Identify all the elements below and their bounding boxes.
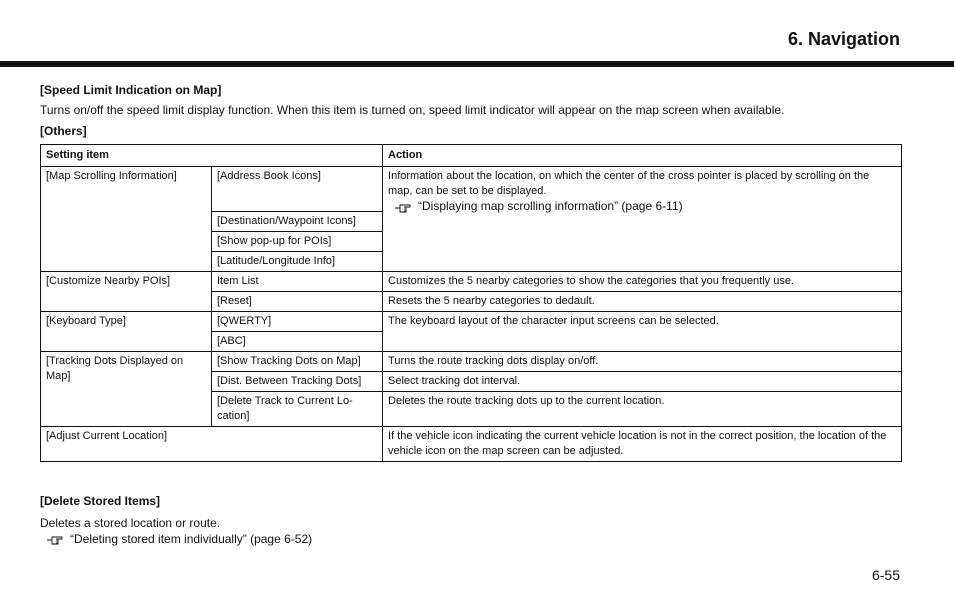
reset-item: [Reset] bbox=[212, 292, 383, 312]
keyboard-type-label: [Keyboard Type] bbox=[41, 312, 212, 352]
speed-limit-heading: [Speed Limit Indication on Map] bbox=[40, 83, 222, 97]
delete-stored-text: Deletes a stored location or route. bbox=[40, 516, 221, 530]
table-row bbox=[41, 427, 902, 462]
others-heading: [Others] bbox=[40, 124, 87, 138]
action-header: Action bbox=[383, 145, 902, 167]
map-scrolling-ref-text: “Displaying map scrolling information” (page 6-11) bbox=[418, 199, 683, 213]
adjust-location-action: If the vehicle icon indicating the current vehicle location is not in the correct position, the location of the vehicle icon on the map screen can be adjusted. bbox=[383, 427, 902, 462]
adjust-location-label: [Adjust Current Location] bbox=[41, 427, 383, 462]
reset-action: Resets the 5 nearby categories to dedault. bbox=[383, 292, 902, 312]
latitude-longitude-item: [Latitude/Longitude Info] bbox=[212, 252, 383, 272]
delete-stored-heading: [Delete Stored Items] bbox=[40, 494, 161, 508]
table-header-row bbox=[41, 145, 902, 167]
keyboard-action: The keyboard layout of the character input screens can be selected. bbox=[383, 312, 902, 352]
pointing-hand-icon bbox=[46, 533, 64, 545]
delete-stored-ref-text: “Deleting stored item individually” (page 6-52) bbox=[70, 532, 313, 546]
page-number: 6-55 bbox=[871, 567, 900, 583]
map-scrolling-reference bbox=[394, 199, 896, 214]
tracking-dots-label: [Tracking Dots Displayed on Map] bbox=[41, 352, 212, 427]
page-title: 6. Navigation bbox=[787, 29, 900, 49]
delete-track-item: [Delete Track to Current Lo-cation] bbox=[212, 392, 383, 427]
table-row bbox=[41, 312, 902, 332]
table-row bbox=[41, 352, 902, 372]
dist-tracking-dots-item: [Dist. Between Tracking Dots] bbox=[212, 372, 383, 392]
header-rule bbox=[0, 61, 954, 67]
customize-nearby-pois-label: [Customize Nearby POIs] bbox=[41, 272, 212, 312]
settings-table bbox=[40, 144, 902, 462]
map-scrolling-action-text: Information about the location, on which the center of the cross pointer is placed by scrolling on the map, can be set to be displayed. bbox=[388, 170, 870, 197]
dist-tracking-dots-action: Select tracking dot interval. bbox=[383, 372, 902, 392]
map-scrolling-action bbox=[383, 167, 902, 272]
address-book-icons-item: [Address Book Icons] bbox=[212, 167, 383, 212]
delete-track-action: Deletes the route tracking dots up to the current location. bbox=[383, 392, 902, 427]
item-list-item: Item List bbox=[212, 272, 383, 292]
show-popup-pois-item: [Show pop-up for POIs] bbox=[212, 232, 383, 252]
setting-item-header: Setting item bbox=[41, 145, 383, 167]
show-tracking-dots-item: [Show Tracking Dots on Map] bbox=[212, 352, 383, 372]
item-list-action: Customizes the 5 nearby categories to show the categories that you frequently use. bbox=[383, 272, 902, 292]
map-scrolling-label: [Map Scrolling Information] bbox=[41, 167, 212, 272]
show-tracking-dots-action: Turns the route tracking dots display on/off. bbox=[383, 352, 902, 372]
delete-stored-reference bbox=[46, 532, 312, 546]
speed-limit-text: Turns on/off the speed limit display function. When this item is turned on, speed limit indicator will appear on the map screen when available. bbox=[40, 103, 785, 117]
abc-item: [ABC] bbox=[212, 332, 383, 352]
pointing-hand-icon bbox=[394, 201, 412, 213]
destination-waypoint-icons-item: [Destination/Waypoint Icons] bbox=[212, 212, 383, 232]
qwerty-item: [QWERTY] bbox=[212, 312, 383, 332]
table-row bbox=[41, 167, 902, 212]
table-row bbox=[41, 272, 902, 292]
